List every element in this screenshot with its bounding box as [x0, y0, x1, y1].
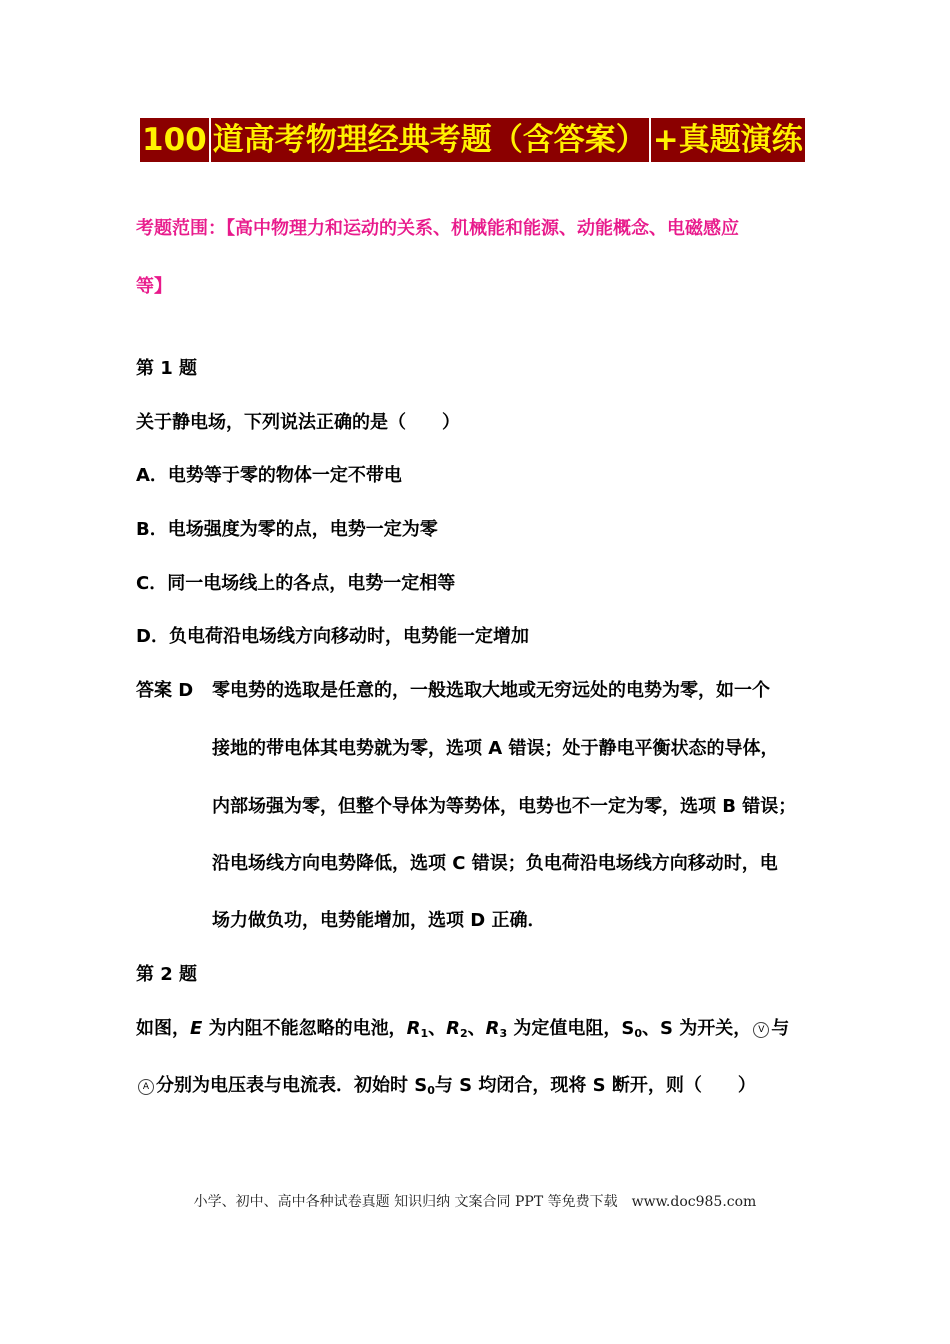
- q1-stem: 关于静电场，下列说法正确的是（ ）: [136, 412, 460, 433]
- ammeter-icon: A: [138, 1079, 154, 1095]
- q2-heading: 第 2 题: [136, 964, 198, 985]
- page-footer: 小学、初中、高中各种试卷真题 知识归纳 文案合同 PPT 等免费下载 www.doc985.com: [193, 1194, 757, 1210]
- scope-line-2: 等】: [136, 276, 172, 297]
- q1-heading: 第 1 题: [136, 358, 198, 379]
- q1-option-d: D．负电荷沿电场线方向移动时，电势能一定增加: [136, 626, 529, 647]
- scope-line-1: 考题范围：【高中物理力和运动的关系、机械能和能源、动能概念、电磁感应: [136, 218, 739, 239]
- q1-answer-line-5: 场力做负功，电势能增加，选项 D 正确．: [212, 910, 546, 931]
- symbol-r2: R: [446, 1018, 460, 1039]
- q1-answer-line-3: 内部场强为零，但整个导体为等势体，电势也不一定为零，选项 B 错误；: [212, 796, 797, 817]
- title-number: 100: [140, 118, 209, 162]
- voltmeter-icon: V: [753, 1022, 769, 1038]
- q2-stem-line-1: 如图，E 为内阻不能忽略的电池，$R_1$、$R_2$、$R_3$ 为定值电阻，$S_0$、S 为开关， V 与: [136, 1018, 790, 1040]
- q1-option-a: A．电势等于零的物体一定不带电: [136, 465, 402, 486]
- q1-answer-line-2: 接地的带电体其电势就为零，选项 A 错误；处于静电平衡状态的导体，: [212, 738, 779, 759]
- document-title: [140, 118, 805, 162]
- title-main: 道高考物理经典考题（含答案）: [211, 118, 649, 162]
- q1-option-b: B．电场强度为零的点，电势一定为零: [136, 519, 438, 540]
- symbol-e: E: [190, 1018, 203, 1039]
- q2-stem-line-2: A 分别为电压表与电流表．初始时 $S_0$与 S 均闭合，现将 S 断开，则（ ）: [136, 1071, 756, 1097]
- q1-answer-line-1: 零电势的选取是任意的，一般选取大地或无穷远处的电势为零，如一个: [212, 680, 770, 701]
- symbol-r3: R: [485, 1018, 500, 1039]
- symbol-r1: R: [406, 1018, 421, 1039]
- q1-option-c: C．同一电场线上的各点，电势一定相等: [136, 573, 456, 594]
- q1-answer-line-4: 沿电场线方向电势降低，选项 C 错误；负电荷沿电场线方向移动时，电: [212, 853, 778, 874]
- q1-answer-label: 答案 D: [136, 680, 194, 701]
- title-suffix: +真题演练: [651, 118, 805, 162]
